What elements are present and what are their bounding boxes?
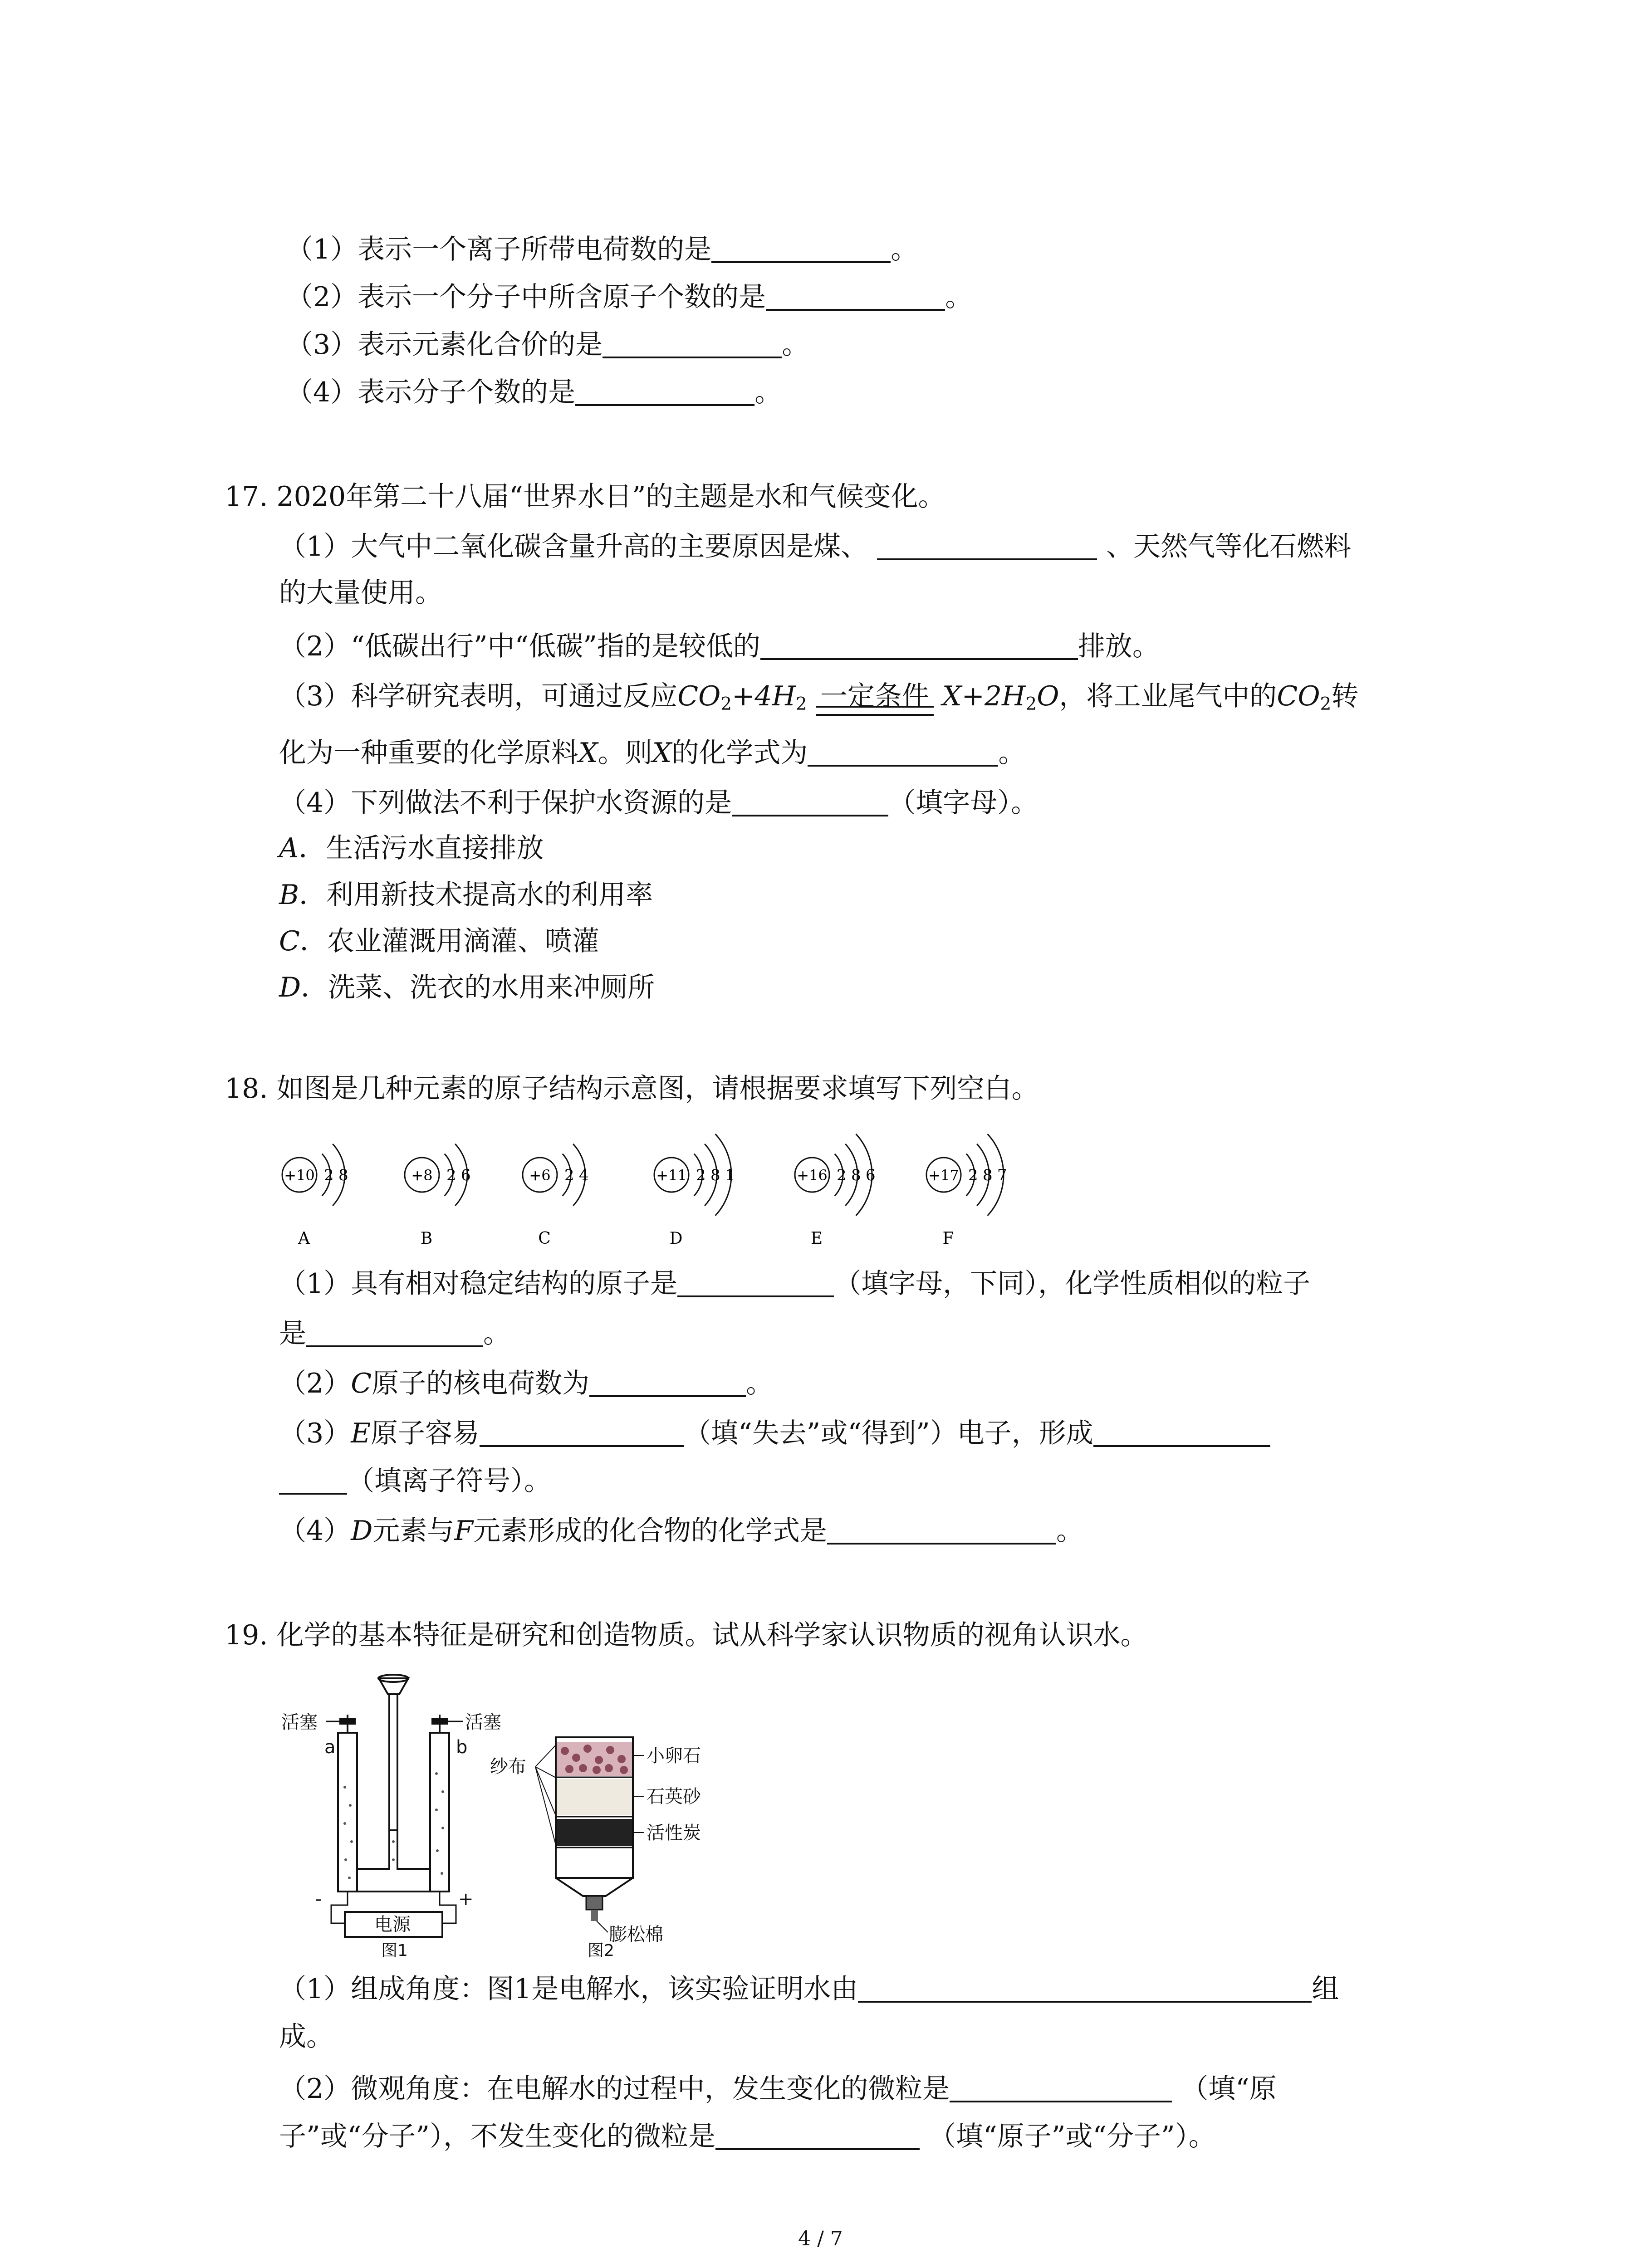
fig2-caption: 图2 xyxy=(588,1941,614,1960)
valve-left-label: 活塞 xyxy=(281,1712,318,1733)
q16-part4: （4）表示分子个数的是 。 xyxy=(286,372,782,413)
answer-blank[interactable] xyxy=(575,375,754,406)
reaction-condition: 一定条件 xyxy=(816,676,934,717)
atom-label: B xyxy=(420,1229,433,1248)
shell-electron-count: 8 xyxy=(851,1166,861,1184)
q19-part1: （1）组成角度：图1是电解水，该实验证明水由 组 xyxy=(279,1969,1339,2009)
answer-blank[interactable] xyxy=(306,1316,483,1347)
answer-blank[interactable] xyxy=(760,629,1078,660)
pebble-label: 小卵石 xyxy=(647,1745,701,1766)
fig1-caption: 图1 xyxy=(381,1941,408,1960)
q17-stem: 17. 2020年第二十八届“世界水日”的主题是水和气候变化。 xyxy=(225,481,945,513)
atomic-structure-figure xyxy=(272,1125,1089,1261)
atom-diagram-E xyxy=(795,1134,876,1248)
electrolysis-apparatus-figure xyxy=(272,1669,508,1960)
nucleus-charge: +8 xyxy=(411,1167,433,1184)
atom-diagram-A xyxy=(282,1144,348,1248)
q17-part3-cont: 化为一种重要的化学原料X。则X的化学式为 。 xyxy=(279,733,1025,773)
shell-electron-count: 2 xyxy=(324,1166,334,1184)
answer-blank[interactable] xyxy=(858,1972,1312,2003)
q17-part2: （2）“低碳出行”中“低碳”指的是较低的 排放。 xyxy=(279,626,1160,667)
atom-diagram-D xyxy=(654,1134,735,1248)
answer-blank[interactable] xyxy=(711,232,891,263)
atom-label: F xyxy=(942,1229,954,1248)
q17-option-c[interactable]: C．农业灌溉用滴灌、喷灌 xyxy=(279,925,599,957)
shell-electron-count: 2 xyxy=(446,1166,456,1184)
shell-electron-count: 8 xyxy=(710,1166,720,1184)
carbon-label: 活性炭 xyxy=(647,1823,701,1843)
q18-part2: （2）C原子的核电荷数为 。 xyxy=(279,1363,773,1404)
answer-blank[interactable] xyxy=(732,786,888,816)
q19-stem: 19. 化学的基本特征是研究和创造物质。试从科学家认识物质的视角认识水。 xyxy=(225,1619,1148,1651)
nucleus-charge: +6 xyxy=(529,1167,551,1184)
shell-electron-count: 6 xyxy=(461,1166,471,1184)
shell-electron-count: 2 xyxy=(696,1166,706,1184)
q17-part3: （3）科学研究表明，可通过反应$CO_2+4H_2$ 一定条件 $X+2H_2O$，将工业尾气中的$CO_2$转 xyxy=(279,676,1358,725)
answer-blank[interactable] xyxy=(677,1266,834,1297)
atom-label: D xyxy=(669,1229,683,1248)
shell-electron-count: 2 xyxy=(564,1166,574,1184)
water-filter-figure xyxy=(490,1724,726,1960)
answer-blank[interactable] xyxy=(1093,1416,1270,1447)
nucleus-charge: +10 xyxy=(284,1167,315,1184)
tube-a-label: a xyxy=(324,1737,336,1758)
answer-blank[interactable] xyxy=(950,2072,1172,2102)
q17-option-a[interactable]: A．生活污水直接排放 xyxy=(279,832,544,864)
power-label: 电源 xyxy=(374,1914,411,1935)
answer-blank[interactable] xyxy=(808,736,998,767)
atom-diagram-B xyxy=(405,1144,471,1248)
shell-electron-count: 2 xyxy=(968,1166,978,1184)
q19-part1-cont: 成。 xyxy=(279,2021,333,2053)
gauze-label: 纱布 xyxy=(490,1756,526,1777)
q18-part1-cont: 是 。 xyxy=(279,1313,510,1354)
nucleus-charge: +16 xyxy=(797,1167,828,1184)
plus-label: + xyxy=(458,1889,474,1910)
answer-blank[interactable] xyxy=(827,1514,1056,1545)
nucleus-charge: +17 xyxy=(928,1167,959,1184)
shell-electron-count: 7 xyxy=(997,1166,1007,1184)
answer-blank[interactable] xyxy=(877,529,1097,560)
answer-blank[interactable] xyxy=(715,2119,920,2150)
valve-right-label: 活塞 xyxy=(465,1712,501,1733)
q18-part4: （4）D元素与F元素形成的化合物的化学式是 。 xyxy=(279,1510,1083,1551)
atom-label: C xyxy=(538,1229,551,1248)
q18-part3-cont: （填离子符号）。 xyxy=(279,1461,551,1501)
shell-electron-count: 8 xyxy=(338,1166,348,1184)
shell-electron-count: 1 xyxy=(725,1166,735,1184)
atom-diagram-F xyxy=(926,1134,1007,1248)
atom-diagram-C xyxy=(523,1144,589,1248)
q16-part3: （3）表示元素化合价的是 。 xyxy=(286,324,809,365)
q19-part2: （2）微观角度：在电解水的过程中，发生变化的微粒是 （填“原 xyxy=(279,2068,1277,2109)
answer-blank[interactable] xyxy=(480,1416,684,1447)
q16-part2: （2）表示一个分子中所含原子个数的是 。 xyxy=(286,277,972,318)
shell-electron-count: 4 xyxy=(579,1166,589,1184)
page-number: 4 / 7 xyxy=(798,2227,843,2250)
nucleus-charge: +11 xyxy=(656,1167,687,1184)
q17-part1-cont: 的大量使用。 xyxy=(279,577,442,609)
answer-blank[interactable] xyxy=(603,327,782,358)
atom-label: A xyxy=(298,1229,310,1248)
quartz-label: 石英砂 xyxy=(647,1786,701,1807)
answer-blank[interactable] xyxy=(766,280,945,311)
cotton-label: 膨松棉 xyxy=(609,1924,663,1945)
q18-part1: （1）具有相对稳定结构的原子是 （填字母，下同），化学性质相似的粒子 xyxy=(279,1263,1310,1304)
minus-label: - xyxy=(315,1889,322,1910)
tube-b-label: b xyxy=(456,1737,468,1758)
q17-part1: （1）大气中二氧化碳含量升高的主要原因是煤、 、天然气等化石燃料 xyxy=(279,526,1351,567)
shell-electron-count: 6 xyxy=(866,1166,876,1184)
q17-part4: （4）下列做法不利于保护水资源的是 （填字母）。 xyxy=(279,782,1038,823)
shell-electron-count: 2 xyxy=(837,1166,847,1184)
atom-label: E xyxy=(810,1229,823,1248)
q19-part2-cont: 子”或“分子”），不发生变化的微粒是 （填“原子”或“分子”）。 xyxy=(279,2116,1216,2157)
answer-blank[interactable] xyxy=(279,1464,347,1495)
shell-electron-count: 8 xyxy=(983,1166,993,1184)
q18-part3: （3）E原子容易 （填“失去”或“得到”）电子，形成 xyxy=(279,1413,1270,1454)
q17-option-b[interactable]: B．利用新技术提高水的利用率 xyxy=(279,879,653,911)
q18-stem: 18. 如图是几种元素的原子结构示意图，请根据要求填写下列空白。 xyxy=(225,1073,1039,1105)
q16-part1: （1）表示一个离子所带电荷数的是 。 xyxy=(286,229,918,270)
answer-blank[interactable] xyxy=(589,1366,746,1397)
q17-option-d[interactable]: D．洗菜、洗衣的水用来冲厕所 xyxy=(279,972,655,1003)
